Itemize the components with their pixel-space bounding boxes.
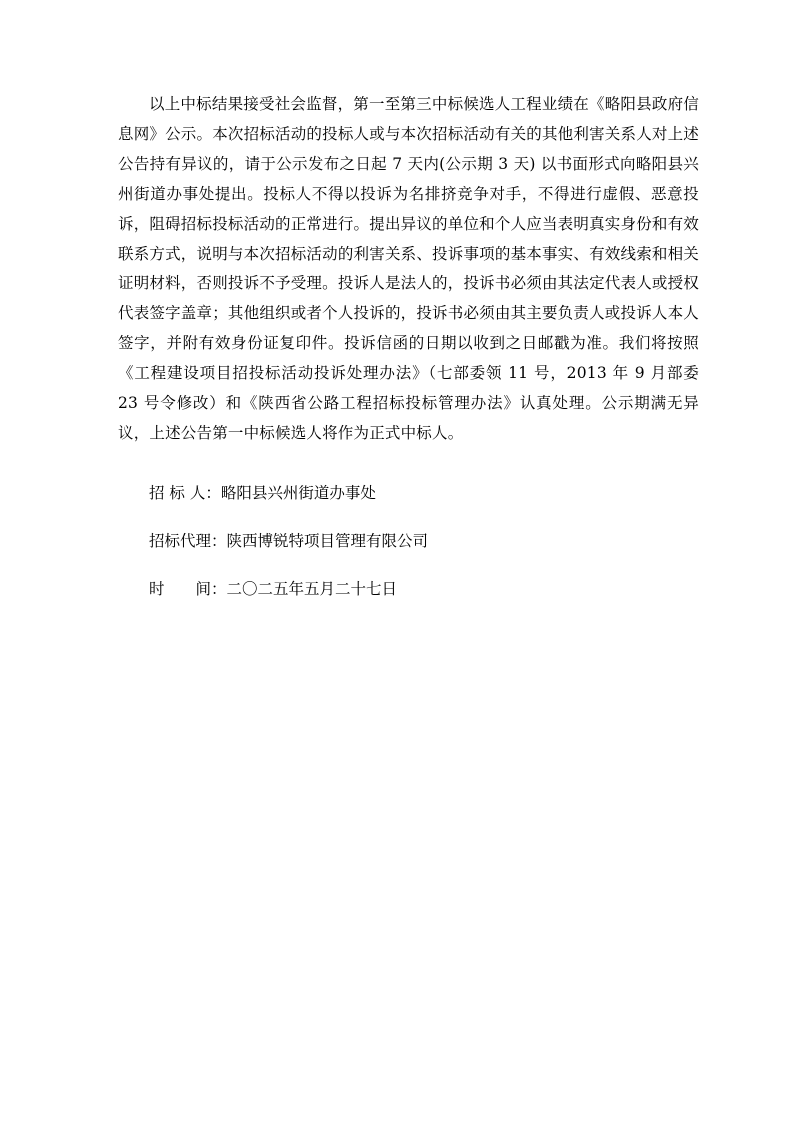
- agent-value: 陕西博锐特项目管理有限公司: [226, 532, 429, 550]
- agent-label: 招标代理：: [149, 532, 227, 550]
- date-line: [149, 578, 397, 600]
- date-value: 二〇二五年五月二十七日: [226, 580, 398, 598]
- agent-line: [149, 530, 428, 552]
- tenderer-label: 招 标 人：: [149, 484, 221, 502]
- announcement-body-paragraph: 以上中标结果接受社会监督，第一至第三中标候选人工程业绩在《略阳县政府信息网》公示。本次招标活动的投标人或与本次招标活动有关的其他利害关系人对上述公告持有异议的，请于公示发布之日起 7 天内(公示期 3 天) 以书面形式向略阳县兴州街道办事处提出。投标人不得以投诉为名排挤竞争对手，不得进行虚假、恶意投诉，阻碍招标投标活动的正常进行。提出异议的单位和个人应当表明真实身份和有效联系方式，说明与本次招标活动的利害关系、投诉事项的基本事实、有效线索和相关证明材料，否则投诉不予受理。投诉人是法人的，投诉书必须由其法定代表人或授权代表签字盖章；其他组织或者个人投诉的，投诉书必须由其主要负责人或投诉人本人签字，并附有效身份证复印件。投诉信函的日期以收到之日邮戳为准。我们将按照《工程建设项目招投标活动投诉处理办法》（七部委领 11 号，2013 年 9 月部委 23 号令修改）和《陕西省公路工程招标投标管理办法》认真处理。公示期满无异议，上述公告第一中标候选人将作为正式中标人。: [118, 95, 699, 442]
- tenderer-line: [149, 482, 376, 504]
- date-label: 时 间：: [149, 580, 227, 598]
- tenderer-value: 略阳县兴州街道办事处: [220, 484, 376, 502]
